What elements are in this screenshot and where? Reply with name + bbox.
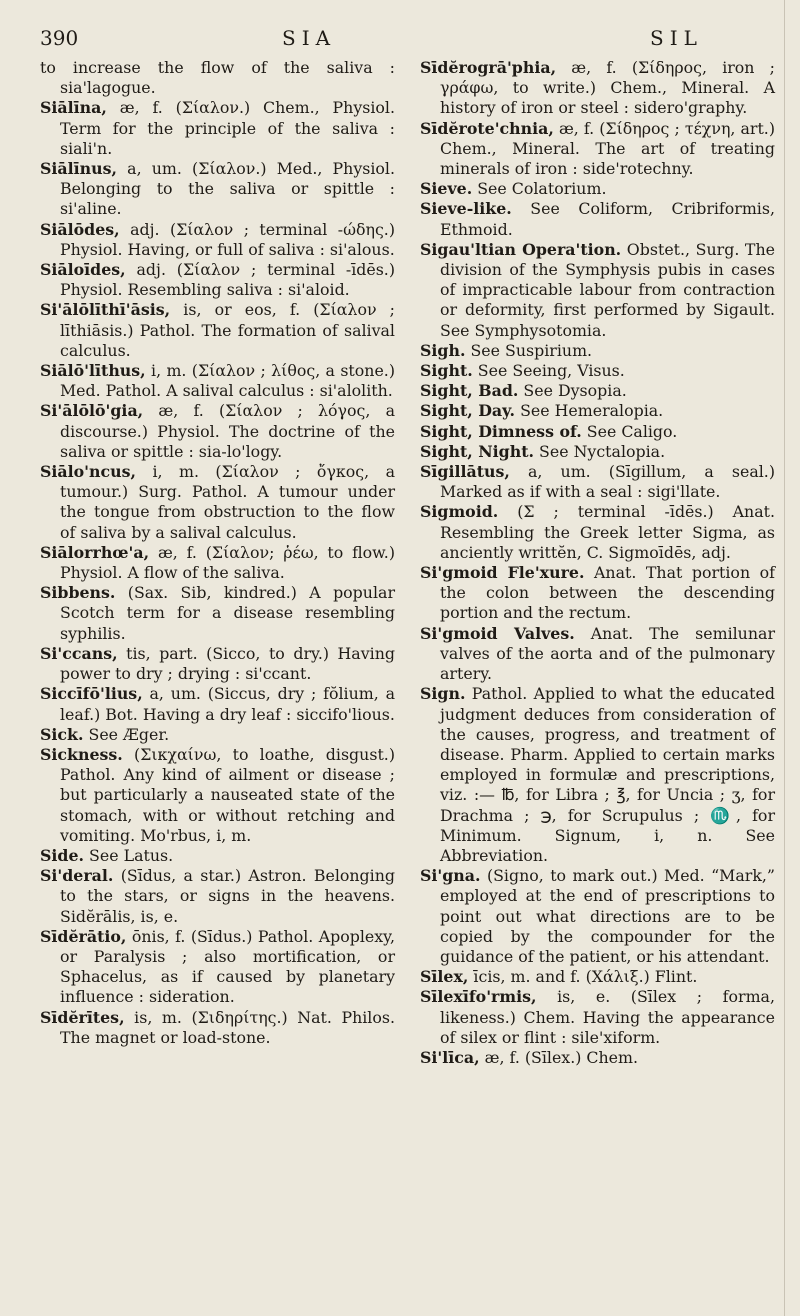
- dictionary-entry: [40, 745, 395, 846]
- entry-headword: Si'gmoid Valves.: [420, 623, 575, 643]
- entry-headword: Si'gmoid Fle'xure.: [420, 563, 585, 583]
- entry-definition: Obstet., Surg. The division of the Symphysis pubis in cases of impracticable labour from contraction or deformity, first performed by Sigault. See Symphysotomia.: [440, 239, 775, 340]
- entry-headword: Sick.: [40, 724, 84, 744]
- entry-definition: See Hemeralopia.: [520, 401, 664, 421]
- entry-headword: Sigh.: [420, 340, 466, 360]
- entry-headword: Sīdĕrogrā'phia,: [420, 58, 557, 77]
- dictionary-entry: [420, 684, 775, 866]
- entry-definition: Anat. That portion of the colon between the descending portion and the rectum.: [440, 563, 775, 623]
- entry-definition: æ, f. (Σίδηρος ; τέχνη, art.) Chem., Mineral. The art of treating minerals of iron : side'rotechny.: [440, 118, 775, 179]
- entry-definition: æ, f. (Σίαλον ; λόγος, a discourse.) Physiol. The doctrine of the saliva or spittle : sia-lo'logy.: [60, 401, 396, 461]
- dictionary-entry: [40, 462, 395, 543]
- dictionary-entry: [420, 866, 775, 967]
- dictionary-entry: [40, 98, 395, 159]
- dictionary-entry: [420, 199, 775, 239]
- entry-headword: Si'ālōlīthī'āsis,: [40, 300, 171, 320]
- entry-headword: Sight, Day.: [420, 401, 516, 421]
- dictionary-entry: [40, 927, 395, 1008]
- dictionary-entry: [40, 846, 395, 866]
- entry-headword: Sīlexīfo'rmis,: [420, 987, 537, 1007]
- entry-definition: i, m. (Σίαλον ; ὄγκος, a tumour.) Surg. Pathol. A tumour under the tongue from obstruction to the flow of saliva by a salival calculus.: [60, 462, 395, 542]
- entry-headword: Siālōdes,: [40, 219, 120, 239]
- dictionary-entry: [420, 442, 775, 462]
- entry-definition: æ, f. (Sīlex.) Chem.: [484, 1047, 639, 1067]
- entry-definition: (Σικχαίνω, to loathe, disgust.) Pathol. Any kind of ailment or disease ; but particularly a nauseated state of the stomach, with or without retching and vomiting. Mo'rbus, i, m.: [60, 744, 395, 845]
- entry-headword: Sīlex,: [420, 967, 469, 987]
- entry-headword: Siālō'līthus,: [40, 361, 146, 381]
- entry-definition: a, um. (Siccus, dry ; fŏlium, a leaf.) Bot. Having a dry leaf : siccifo'lious.: [60, 684, 395, 724]
- entry-headword: Sight.: [420, 361, 473, 381]
- dictionary-entry: [40, 300, 395, 361]
- entry-definition: Anat. The semilunar valves of the aorta and of the pulmonary artery.: [440, 623, 775, 684]
- dictionary-entry: [420, 422, 775, 442]
- dictionary-entry: [40, 644, 395, 684]
- entry-definition: Pathol. Applied to what the educated judgment deduces from consideration of the causes, progress, and treatment of disease. Pharm. Applied to certain marks employed in formulæ and prescriptions, viz. :— ℔, for Libra ; ℥, for Uncia ; ʒ, for Drachma ; ℈, for Scrupulus ; ♏, for Minimum. Signum, i, n. See Abbreviation.: [440, 684, 775, 865]
- entry-definition: See Coliform, Cribriformis, Ethmoid.: [440, 199, 775, 239]
- right-column: [420, 58, 775, 1068]
- running-head-right: SIL: [650, 26, 703, 50]
- dictionary-entry: [420, 967, 775, 987]
- dictionary-entry: [420, 179, 775, 199]
- entry-definition: is, or eos, f. (Σίαλον ; līthiāsis.) Pathol. The formation of salival calculus.: [60, 300, 395, 360]
- dictionary-entry: [40, 159, 395, 220]
- dictionary-entry: [40, 1008, 395, 1048]
- entry-definition: adj. (Σίαλον ; terminal -īdēs.) Physiol. Resembling saliva : si'aloid.: [60, 260, 395, 300]
- entry-definition: See Suspirium.: [470, 340, 593, 360]
- entry-definition: tis, part. (Sicco, to dry.) Having power to dry ; drying : si'ccant.: [60, 643, 395, 684]
- entry-definition: See Nyctalopia.: [539, 441, 666, 461]
- dictionary-entry: [40, 401, 395, 462]
- dictionary-entry: [420, 1048, 775, 1068]
- entry-definition: æ, f. (Σίαλον; ῥέω, to flow.) Physiol. A flow of the saliva.: [60, 542, 395, 583]
- entry-headword: Sigmoid.: [420, 502, 499, 522]
- entry-headword: Siālīna,: [40, 98, 107, 118]
- entry-definition: to increase the flow of the saliva : sia'lagogue.: [40, 58, 395, 98]
- entry-headword: Sīdĕrote'chnia,: [420, 118, 554, 138]
- entry-definition: See Latus.: [89, 845, 174, 865]
- dictionary-entry: [420, 341, 775, 361]
- dictionary-entry: [40, 866, 395, 927]
- page-number: 390: [40, 26, 79, 50]
- entry-headword: Si'ccans,: [40, 643, 118, 663]
- entry-definition: See Seeing, Visus.: [477, 361, 625, 381]
- entry-headword: Siālīnus,: [40, 159, 118, 179]
- dictionary-entry: [420, 563, 775, 624]
- entry-definition: is, e. (Sīlex ; forma, likeness.) Chem. Having the appearance of silex or flint : sile'xiform.: [440, 987, 775, 1047]
- dictionary-entry: [420, 381, 775, 401]
- dictionary-entry: [420, 462, 775, 502]
- entry-headword: Side.: [40, 845, 85, 865]
- entry-headword: Sight, Bad.: [420, 381, 519, 401]
- dictionary-entry: [420, 58, 775, 119]
- entry-headword: Siālo'ncus,: [40, 462, 137, 482]
- entry-definition: (Signo, to mark out.) Med. “Mark,” employed at the end of prescriptions to point out what directions are to be copied by the compounder for the guidance of the patient, or his attendant.: [440, 866, 775, 966]
- entry-definition: æ, f. (Σίδηρος, iron ; γράφω, to write.) Chem., Mineral. A history of iron or steel : sidero'graphy.: [440, 58, 775, 118]
- dictionary-entry: [420, 119, 775, 180]
- dictionary-entry: [420, 240, 775, 341]
- entry-definition: (Sīdus, a star.) Astron. Belonging to the stars, or signs in the heavens. Sidĕrālis, is, e.: [60, 866, 396, 926]
- entry-headword: Sieve-like.: [420, 199, 512, 219]
- entry-headword: Sieve.: [420, 179, 473, 199]
- entry-headword: Si'deral.: [40, 866, 114, 886]
- left-column: [40, 58, 395, 1048]
- entry-headword: Sickness.: [40, 744, 123, 764]
- entry-headword: Sight, Night.: [420, 441, 535, 461]
- entry-definition: a, um. (Σίαλον.) Med., Physiol. Belonging to the saliva or spittle : si'aline.: [60, 159, 395, 219]
- entry-headword: Sibbens.: [40, 583, 116, 603]
- entry-definition: See Æger.: [88, 724, 170, 744]
- dictionary-entry: [40, 220, 395, 260]
- page-header: [40, 26, 760, 56]
- dictionary-entry: [420, 401, 775, 421]
- entry-definition: ōnis, f. (Sīdus.) Pathol. Apoplexy, or Paralysis ; also mortification, or Sphacelus, as if caused by planetary influence : sideration.: [60, 926, 395, 1007]
- entry-definition: īcis, m. and f. (Χάλιξ.) Flint.: [473, 967, 698, 987]
- entry-definition: (Σ ; terminal -īdēs.) Anat. Resembling the Greek letter Sigma, as anciently writtĕn, C. Sigmoīdēs, adj.: [440, 502, 775, 562]
- entry-headword: Sight, Dimness of.: [420, 421, 582, 441]
- entry-headword: Siāloīdes,: [40, 260, 126, 280]
- entry-headword: Sign.: [420, 684, 466, 704]
- dictionary-entry: [40, 361, 395, 401]
- dictionary-entry: [40, 583, 395, 644]
- entry-definition: See Caligo.: [586, 421, 678, 441]
- entry-headword: Si'līca,: [420, 1047, 480, 1067]
- entry-definition: See Colatorium.: [477, 179, 607, 199]
- dictionary-entry: [420, 502, 775, 563]
- entry-headword: Sigau'ltian Opera'tion.: [420, 239, 622, 259]
- entry-headword: Si'gna.: [420, 866, 481, 886]
- dictionary-entry: [420, 987, 775, 1048]
- entry-definition: is, m. (Σιδηρίτης.) Nat. Philos. The magnet or load-stone.: [60, 1007, 395, 1047]
- entry-definition: i, m. (Σίαλον ; λίθος, a stone.) Med. Pathol. A salival calculus : si'alolith.: [60, 361, 395, 401]
- dictionary-entry: [40, 58, 395, 98]
- entry-headword: Sīdĕrītes,: [40, 1007, 125, 1027]
- entry-headword: Siālorrhœ'a,: [40, 542, 150, 562]
- entry-headword: Si'ālōlō'gia,: [40, 401, 144, 421]
- running-head-left: SIA: [282, 26, 337, 50]
- entry-headword: Sīgillātus,: [420, 462, 510, 482]
- entry-definition: æ, f. (Σίαλον.) Chem., Physiol. Term for the principle of the saliva : siali'n.: [60, 98, 395, 158]
- entry-definition: See Dysopia.: [523, 381, 627, 401]
- dictionary-entry: [40, 725, 395, 745]
- dictionary-entry: [420, 624, 775, 685]
- dictionary-entry: [40, 543, 395, 583]
- entry-headword: Sīdĕrātio,: [40, 926, 127, 946]
- dictionary-entry: [40, 260, 395, 300]
- entry-definition: (Sax. Sib, kindred.) A popular Scotch term for a disease resembling syphilis.: [60, 583, 395, 643]
- dictionary-entry: [40, 684, 395, 724]
- entry-definition: a, um. (Sīgillum, a seal.) Marked as if with a seal : sigi'llate.: [440, 462, 775, 502]
- entry-definition: adj. (Σίαλον ; terminal -ώδης.) Physiol. Having, or full of saliva : si'alous.: [60, 219, 395, 259]
- page-edge-divider: [784, 0, 785, 1316]
- entry-headword: Siccīfō'lius,: [40, 684, 143, 704]
- dictionary-entry: [420, 361, 775, 381]
